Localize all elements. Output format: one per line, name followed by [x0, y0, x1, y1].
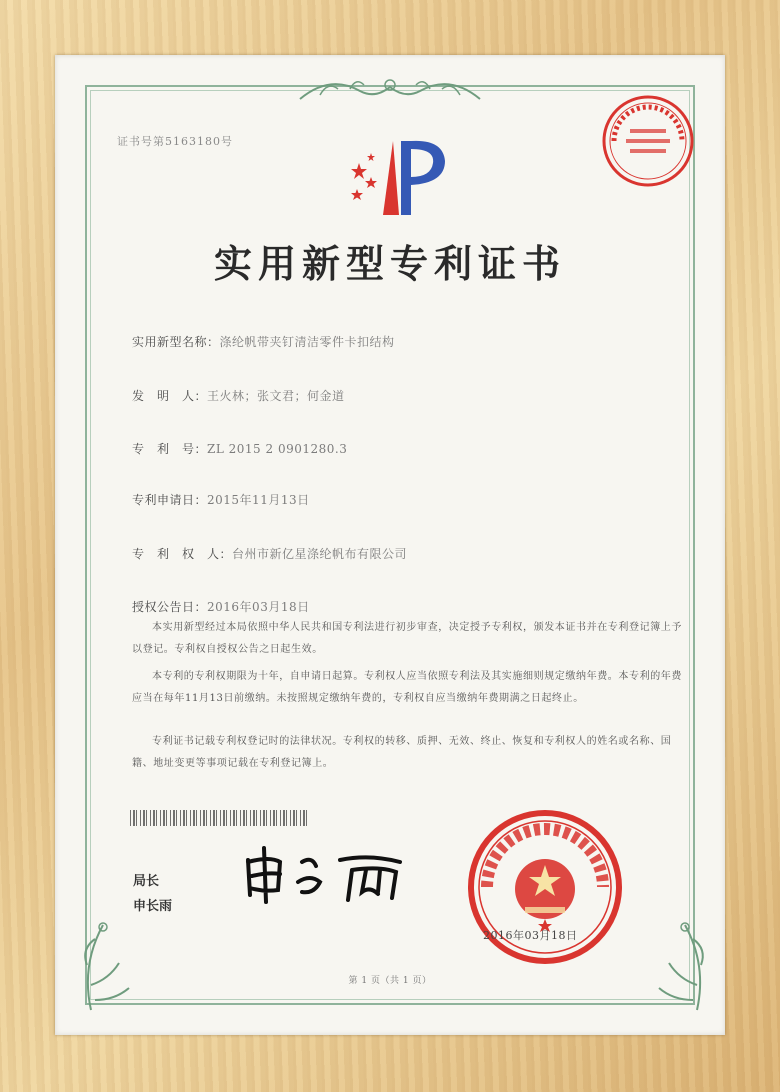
field-patent-number — [132, 440, 347, 457]
bottom-left-floral-ornament — [73, 905, 143, 1015]
field-label: 专 利 号： — [132, 442, 208, 456]
patent-office-logo-icon — [345, 133, 455, 223]
bottom-right-floral-ornament — [645, 905, 715, 1015]
field-application-date — [132, 491, 310, 508]
body-paragraph: 本实用新型经过本局依照中华人民共和国专利法进行初步审查，决定授予专利权，颁发本证书并在专利登记簿上予以登记。专利权自授权公告之日起生效。 — [132, 622, 682, 655]
field-value: 涤纶帆带夹钉清洁零件卡扣结构 — [219, 335, 395, 349]
field-label: 专利申请日： — [132, 493, 208, 507]
field-label: 实用新型名称： — [132, 335, 220, 349]
seal-date: 2016年03月18日 — [483, 929, 578, 942]
patent-office-seal-icon — [600, 93, 696, 189]
field-label: 授权公告日： — [132, 600, 208, 614]
body-paragraph: 本专利的专利权期限为十年，自申请日起算。专利权人应当依照专利法及其实施细则规定缴纳年费。本专利的年费应当在每年11月13日前缴纳。未按照规定缴纳年费的，专利权自应当缴纳年费期满之日起终止。 — [132, 671, 682, 704]
field-utility-model-name — [132, 333, 395, 350]
field-value: 2016年03月18日 — [207, 600, 310, 614]
field-value: ZL 2015 2 0901280.3 — [207, 442, 348, 456]
field-label: 发 明 人： — [132, 389, 208, 403]
top-floral-ornament — [290, 69, 490, 109]
page-footer: 第 1 页（共 1 页） — [348, 976, 432, 986]
field-label: 专 利 权 人： — [132, 547, 233, 561]
field-inventors — [132, 387, 345, 404]
certificate-number: 证书号第5163180号 — [117, 135, 233, 148]
field-patentee — [132, 545, 407, 562]
certificate-paper — [55, 55, 725, 1035]
field-value: 台州市新亿星涤纶帆布有限公司 — [232, 547, 408, 561]
field-value: 2015年11月13日 — [207, 493, 310, 507]
field-value: 王火林；张文君；何金道 — [207, 389, 345, 403]
handwritten-signature-icon — [240, 840, 420, 910]
body-paragraph: 专利证书记载专利权登记时的法律状况。专利权的转移、质押、无效、终止、恢复和专利权人的姓名或名称、国籍、地址变更等事项记载在专利登记簿上。 — [132, 736, 672, 769]
certificate-title: 实用新型专利证书 — [213, 241, 566, 286]
national-emblem-seal-icon — [465, 807, 625, 967]
signatory-title: 局长 — [133, 874, 160, 889]
barcode — [130, 810, 310, 826]
field-grant-date — [132, 598, 310, 615]
signatory-name: 申长雨 — [133, 899, 173, 914]
